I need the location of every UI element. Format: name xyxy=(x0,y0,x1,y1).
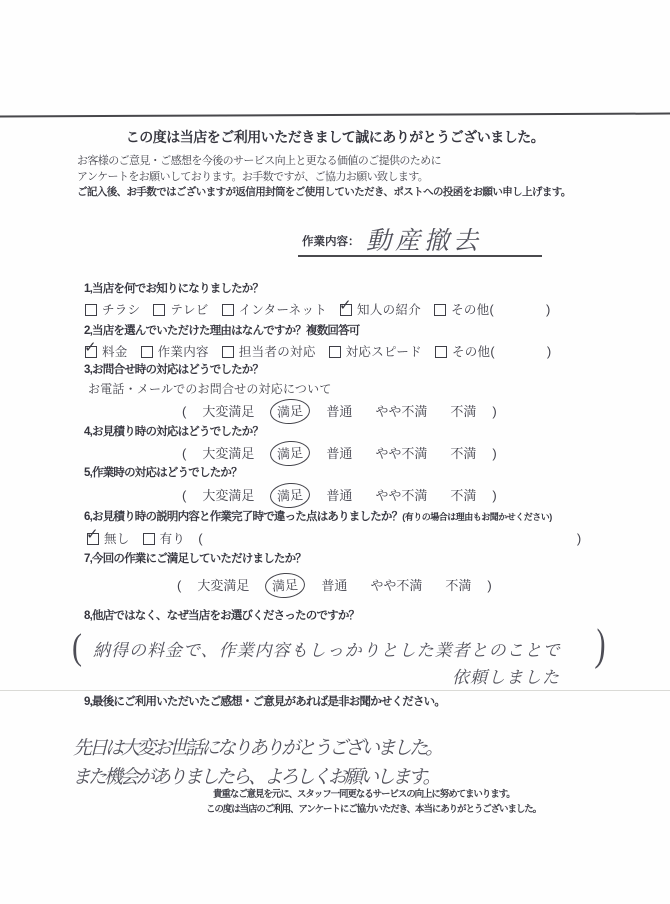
rating-normal: 普通 xyxy=(321,578,348,593)
option-internet xyxy=(222,300,327,318)
option-label: その他( xyxy=(451,303,494,317)
question-3-heading: 3,お問合せ時の対応はどうでしたか？ xyxy=(84,364,264,376)
option-other xyxy=(434,300,494,318)
question-6-heading xyxy=(84,508,552,524)
option-label: 無し xyxy=(104,532,130,546)
rating-satisfied-circled: 満足 xyxy=(265,572,307,600)
option-other xyxy=(435,342,495,360)
option-label: 作業内容 xyxy=(157,345,209,359)
question-7-heading: 7,今回の作業にご満足していただけましたか？ xyxy=(84,553,306,565)
checkbox-icon xyxy=(153,304,165,316)
rating-somewhat-dissatisfied: やや不満 xyxy=(375,488,428,503)
paper-fold-line xyxy=(0,113,670,118)
question-4-rating-scale xyxy=(182,441,497,466)
rating-dissatisfied: 不満 xyxy=(450,446,477,461)
question-7-rating-scale xyxy=(177,573,492,598)
option-label: 対応スピード xyxy=(345,345,422,359)
footer-line-2: この度は当店のご利用、アンケートにご協力いただき、本当にありがとうございました。 xyxy=(206,804,542,815)
intro-line-1: お客様のご意見・ご感想を今後のサービス向上と更なる価値のご提供のために xyxy=(77,155,441,167)
option-speed xyxy=(329,342,422,360)
footer-line-1: 貴重なご意見を元に、スタッフ一同更なるサービスの向上に努めてまいります。 xyxy=(213,789,515,800)
rating-dissatisfied: 不満 xyxy=(450,488,477,503)
rating-normal: 普通 xyxy=(326,404,353,419)
question-6-options xyxy=(87,529,582,547)
question-5-heading: 5,作業時の対応はどうでしたか？ xyxy=(84,467,242,479)
option-yes xyxy=(143,529,186,547)
closing-paren: ) xyxy=(546,343,552,359)
work-content-handwritten-value: 動産撤去 xyxy=(366,226,483,255)
work-content-label: 作業内容： xyxy=(302,236,360,248)
rating-somewhat-dissatisfied: やや不満 xyxy=(375,404,428,419)
closing-paren: ) xyxy=(576,530,582,546)
question-6-heading-main: 6,お見積り時の説明内容と作業完了時で違った点はありましたか？ xyxy=(84,511,403,523)
question-8-handwritten-answer-line-1: 納得の料金で、作業内容もしっかりとした業者とのことで xyxy=(93,641,561,661)
handwritten-open-paren: ( xyxy=(72,626,82,668)
question-8-heading: 8,他店ではなく、なぜ当店をお選びくださったのですか？ xyxy=(84,610,360,622)
opening-paren: ( xyxy=(177,578,182,593)
closing-paren: ) xyxy=(492,404,497,419)
rating-normal: 普通 xyxy=(326,446,353,461)
rating-very-satisfied: 大変満足 xyxy=(202,446,255,461)
closing-paren: ) xyxy=(487,578,492,593)
checkbox-icon xyxy=(434,304,446,316)
intro-line-3: ご記入後、お手数ではございますが返信用封筒をご使用していただき、ポストへの投函をお願い申し上げます。 xyxy=(77,186,571,198)
option-tv xyxy=(153,300,208,318)
closing-paren: ) xyxy=(545,301,551,317)
question-6-heading-note: (有りの場合は理由もお聞かせください) xyxy=(402,512,552,522)
checkbox-icon xyxy=(329,346,341,358)
option-label: 料金 xyxy=(102,345,128,359)
handwritten-comment-line-1: 先日は大変お世話になりありがとうございました。 xyxy=(73,737,442,759)
question-2-options xyxy=(85,342,551,360)
option-referral xyxy=(340,300,421,318)
option-flyer xyxy=(85,300,140,318)
question-1-heading: 1,当店を何でお知りになりましたか？ xyxy=(84,283,264,295)
checkbox-icon xyxy=(222,346,234,358)
rating-satisfied-circled: 満足 xyxy=(270,440,312,468)
question-5-rating-scale xyxy=(182,483,497,508)
rating-somewhat-dissatisfied: やや不満 xyxy=(370,578,423,593)
option-none xyxy=(87,529,130,547)
rating-satisfied-circled: 満足 xyxy=(270,482,312,510)
work-content-underline xyxy=(298,255,542,257)
rating-dissatisfied: 不満 xyxy=(445,578,472,593)
rating-satisfied-circled: 満足 xyxy=(270,398,312,426)
question-1-options xyxy=(85,300,551,318)
intro-line-2: アンケートをお願いしております。お手数ですが、ご協力お願い致します。 xyxy=(77,171,429,183)
question-3-subheading: お電話・メールでのお問合せの対応について xyxy=(88,382,332,396)
closing-paren: ) xyxy=(492,488,497,503)
opening-paren: ( xyxy=(182,404,187,419)
paper-crease-line xyxy=(0,690,670,691)
handwritten-close-paren: ) xyxy=(594,620,608,671)
option-label: テレビ xyxy=(170,303,209,317)
option-label: インターネット xyxy=(238,303,328,317)
question-2-heading: 2,当店を選んでいただけた理由はなんですか？複数回答可 xyxy=(84,325,360,337)
checkbox-icon xyxy=(435,346,447,358)
opening-paren: ( xyxy=(182,446,187,461)
rating-very-satisfied: 大変満足 xyxy=(202,404,255,419)
question-4-heading: 4,お見積り時の対応はどうでしたか？ xyxy=(84,426,264,438)
option-label: 担当者の対応 xyxy=(238,345,316,359)
rating-very-satisfied: 大変満足 xyxy=(202,488,255,503)
rating-very-satisfied: 大変満足 xyxy=(197,578,250,593)
option-label: 有り xyxy=(159,532,186,546)
opening-paren: ( xyxy=(182,488,187,503)
checkbox-icon xyxy=(141,346,153,358)
closing-paren: ) xyxy=(492,446,497,461)
option-work-content xyxy=(141,342,209,360)
checkbox-checked-icon xyxy=(340,304,352,316)
question-9-heading: 9,最後にご利用いただいたご感想・ご意見があれば是非お聞かせください。 xyxy=(84,696,446,708)
checkbox-icon xyxy=(143,533,155,545)
option-price xyxy=(85,342,128,360)
option-staff-response xyxy=(222,342,316,360)
rating-normal: 普通 xyxy=(326,488,353,503)
survey-title: この度は当店をご利用いただきまして誠にありがとうございました。 xyxy=(125,129,545,145)
checkbox-checked-icon xyxy=(87,533,99,545)
option-label: チラシ xyxy=(102,303,141,317)
checkbox-icon xyxy=(85,304,97,316)
rating-somewhat-dissatisfied: やや不満 xyxy=(375,446,428,461)
question-8-handwritten-answer-line-2: 依頼しました xyxy=(452,668,560,688)
handwritten-comment-line-2: また機会がありましたら、よろしくお願いします。 xyxy=(72,766,439,788)
option-label: 知人の紹介 xyxy=(357,303,422,317)
checkbox-checked-icon xyxy=(85,346,97,358)
question-3-rating-scale xyxy=(182,399,497,424)
option-label: その他( xyxy=(451,345,495,359)
opening-paren: ( xyxy=(198,530,203,546)
rating-dissatisfied: 不満 xyxy=(450,404,477,419)
checkbox-icon xyxy=(222,304,234,316)
